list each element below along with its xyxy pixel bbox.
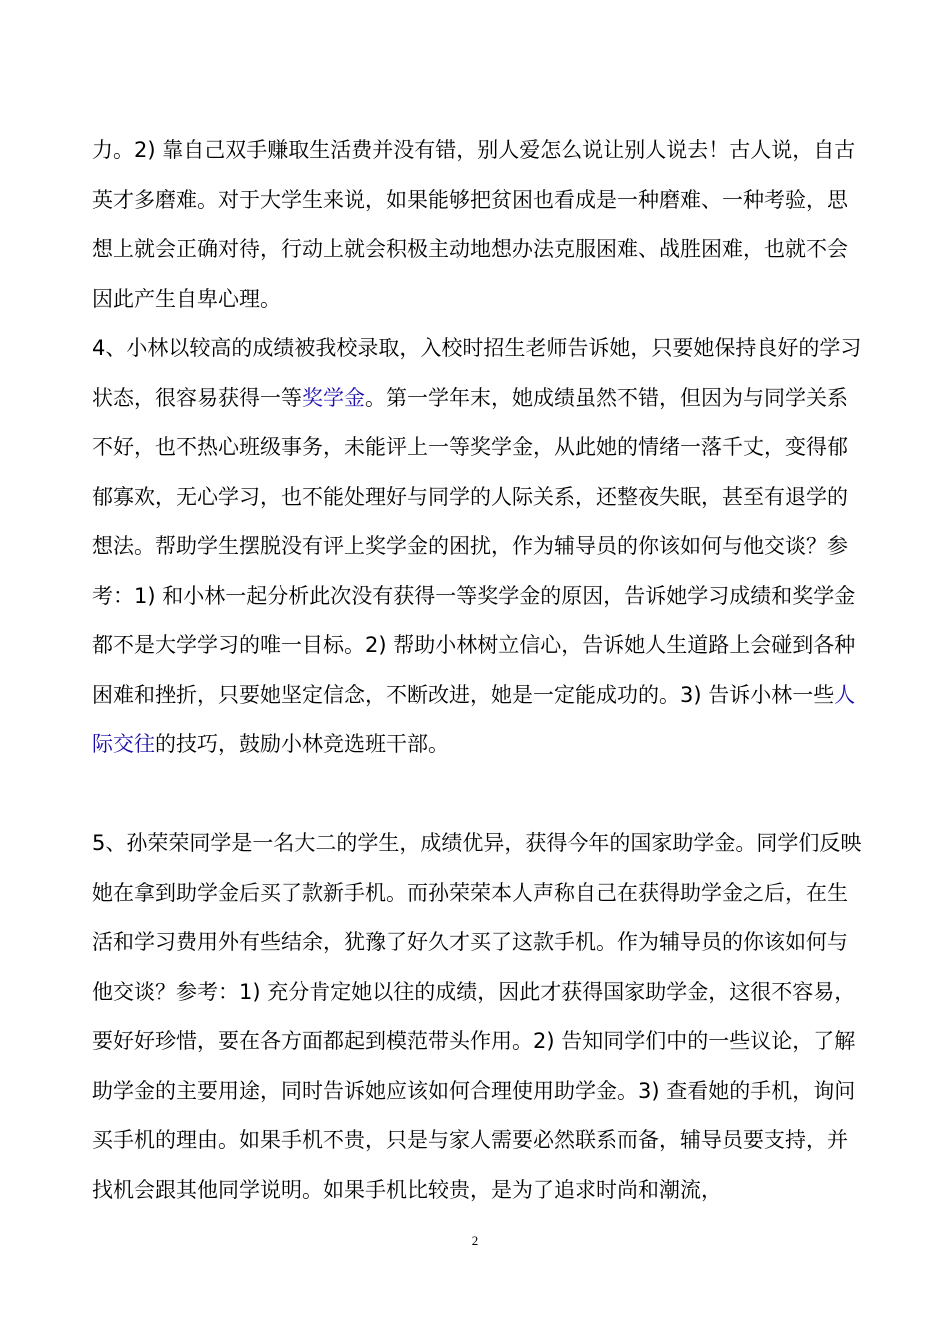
paragraph-case-5-sunrongrong bbox=[92, 819, 862, 1215]
paragraph-text: 的技巧，鼓励小林竞选班干部。 bbox=[155, 732, 449, 756]
paragraph-text: 。第一学年末，她成绩虽然不错，但因为与同学关系不好，也不热心班级事务，未能评上一等奖学金，从此她的情绪一落千丈，变得郁郁寡欢，无心学习，也不能处理好与同学的人际关系，还整夜失眠，甚至有退学的想法。帮助学生摆脱没有评上奖学金的困扰，作为辅导员的你该如何与他交谈？参考：1) 和小林一起分析此次没有获得一等奖学金的原因，告诉她学习成绩和奖学金都不是大学学习的唯一目标。2) 帮助小林树立信心，告诉她人生道路上会碰到各种困难和挫折，只要她坚定信念，不断改进，她是一定能成功的。3) 告诉小林一些 bbox=[92, 385, 856, 707]
paragraph-text: 4、小林以较高的成绩被我校录取，入校时招生老师告诉她，只要她保持良好的学习状态，很容易获得一等 bbox=[92, 336, 862, 410]
scholarship-link[interactable]: 奖学金 bbox=[302, 385, 365, 410]
interpersonal-link[interactable]: 人际交往 bbox=[92, 682, 856, 756]
paragraph-case-4-xiaolin bbox=[92, 324, 862, 770]
paragraph-text: 力。2) 靠自己双手赚取生活费并没有错，别人爱怎么说让别人说去！古人说，自古英才多磨难。对于大学生来说，如果能够把贫困也看成是一种磨难、一种考验，思想上就会正确对待，行动上就会积极主动地想办法克服困难、战胜困难，也就不会因此产生自卑心理。 bbox=[92, 138, 856, 311]
document-body bbox=[92, 126, 862, 1215]
paragraph-text: 5、孙荣荣同学是一名大二的学生，成绩优异，获得今年的国家助学金。同学们反映她在拿到助学金后买了款新手机。而孙荣荣本人声称自己在获得助学金之后，在生活和学习费用外有些结余，犹豫了好久才买了这款手机。作为辅导员的你该如何与他交谈？参考：1) 充分肯定她以往的成绩，因此才获得国家助学金，这很不容易，要好好珍惜，要在各方面都起到模范带头作用。2) 告知同学们中的一些议论，了解助学金的主要用途，同时告诉她应该如何合理使用助学金。3) 查看她的手机，询问买手机的理由。如果手机不贵，只是与家人需要必然联系而备，辅导员要支持，并找机会跟其他同学说明。如果手机比较贵，是为了追求时尚和潮流， bbox=[92, 831, 862, 1202]
paragraph-poverty-advice bbox=[92, 126, 862, 324]
page-number: 2 bbox=[471, 1233, 479, 1248]
